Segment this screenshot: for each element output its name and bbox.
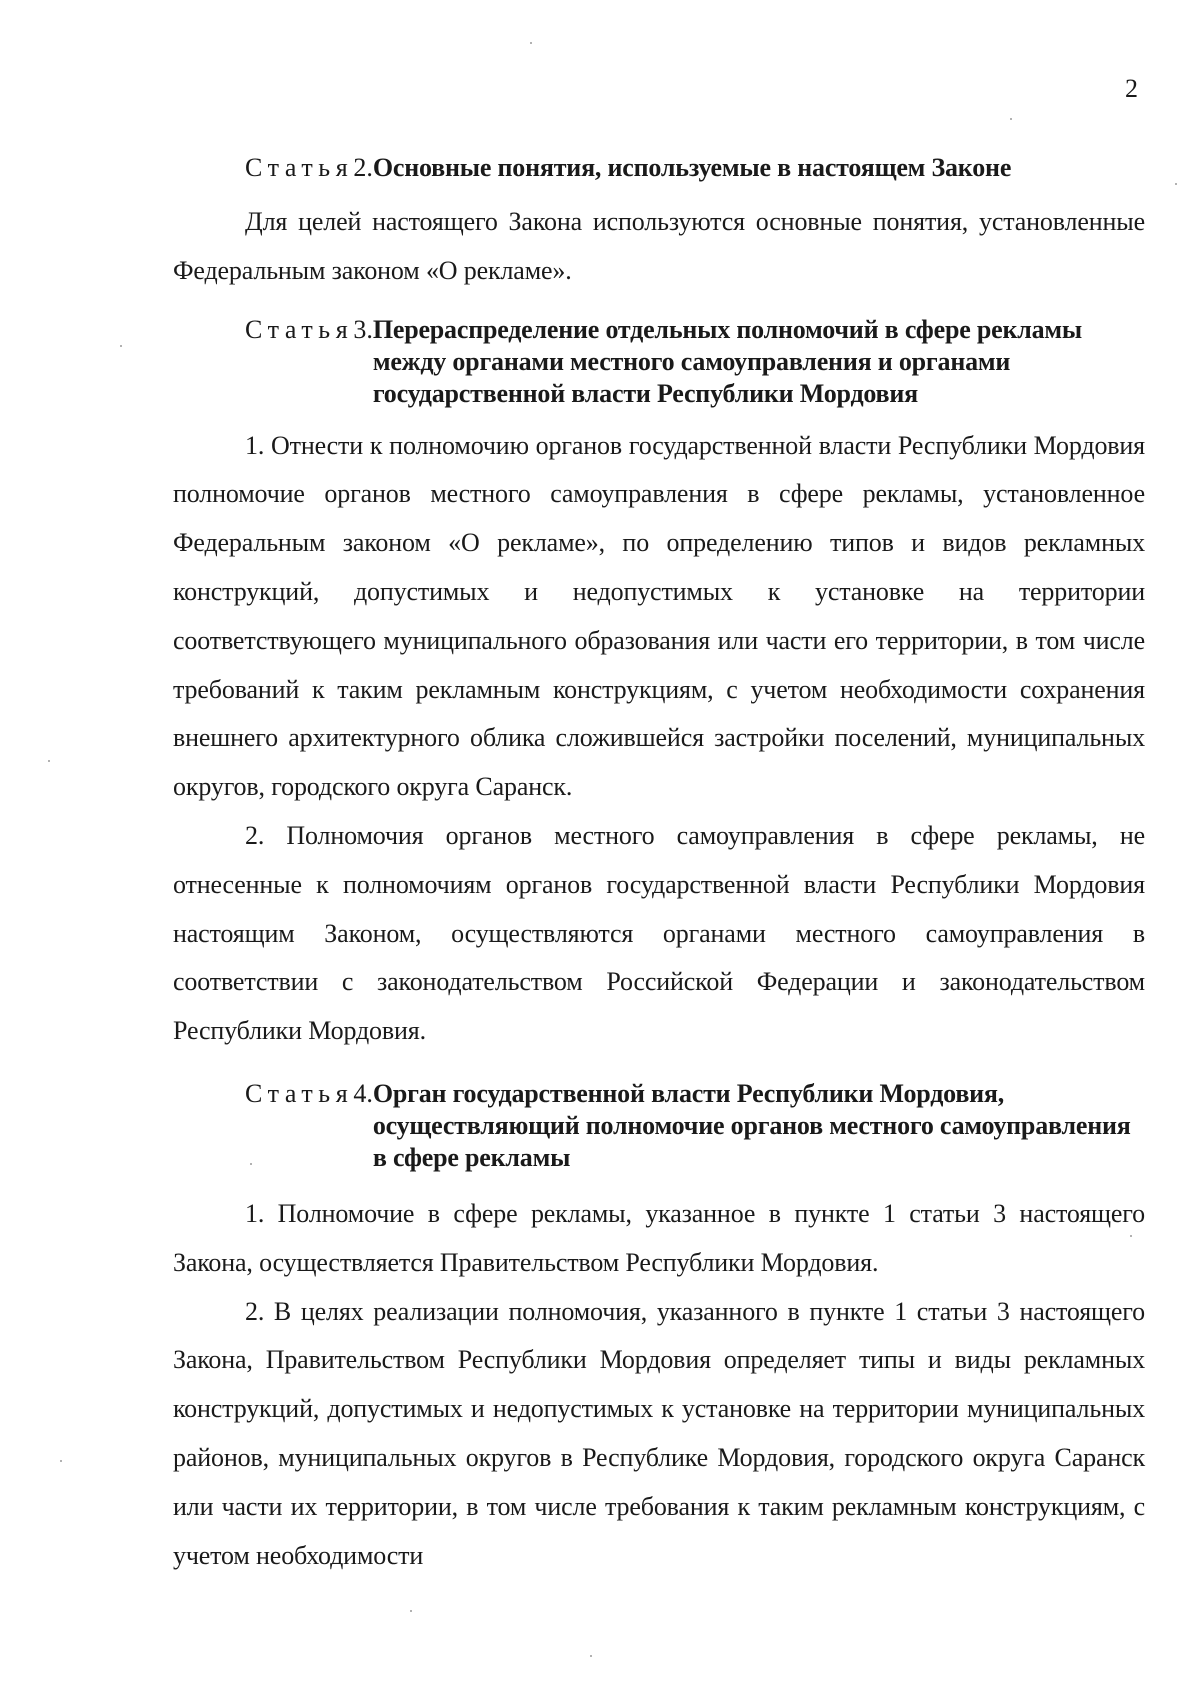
page-number: 2 xyxy=(1125,74,1138,103)
article-2-heading xyxy=(173,152,1145,184)
article-label: Статья xyxy=(245,153,354,182)
article-number: 4. xyxy=(353,1078,373,1108)
scan-speck xyxy=(60,1460,62,1462)
article-title: Орган государственной власти Республики Мордовия, осуществляющий полномочие органов местного самоуправления в сфере рекламы xyxy=(372,1078,1131,1172)
article-label: Статья xyxy=(245,314,354,344)
article-number: 3. xyxy=(353,314,373,344)
scan-speck xyxy=(1175,183,1177,185)
scan-speck xyxy=(1130,1235,1132,1237)
article-label: Статья xyxy=(245,1078,354,1108)
scan-speck xyxy=(250,1163,252,1165)
scan-speck xyxy=(1010,118,1012,120)
article-4-heading xyxy=(173,1078,1145,1174)
scan-speck xyxy=(410,1610,412,1612)
article-number: 2. xyxy=(353,153,373,182)
article-title: Основные понятия, используемые в настоящем Законе xyxy=(372,153,1012,182)
scan-speck xyxy=(120,345,122,347)
article-4-paragraph-2: 2. В целях реализации полномочия, указанного в пункте 1 статьи 3 настоящего Закона, Правительством Республики Мордовия определяет типы и виды рекламных конструкций, допустимых и недопустимых к установке на территории муниципальных районов, муниципальных округов в Республике Мордовия, городского округа Саранск или части их территории, в том числе требования к таким рекламным конструкциям, с учетом необходимости xyxy=(173,1296,1145,1570)
article-3-heading xyxy=(173,314,1145,410)
article-3-paragraph-2: 2. Полномочия органов местного самоуправления в сфере рекламы, не отнесенные к полномочиям органов государственной власти Республики Мордовия настоящим Законом, осуществляются органами местного самоуправления в соответствии с законодательством Российской Федерации и законодательством Республики Мордовия. xyxy=(173,820,1145,1046)
article-3-paragraph-1: 1. Отнести к полномочию органов государственной власти Республики Мордовия полномочие органов местного самоуправления в сфере рекламы, установленное Федеральным законом «О рекламе», по определению типов и видов рекламных конструкций, допустимых и недопустимых к установке на территории соответствующего муниципального образования или части его территории, в том числе требований к таким рекламным конструкциям, с учетом необходимости сохранения внешнего архитектурного облика сложившейся застройки поселений, муниципальных округов, городского округа Саранск. xyxy=(173,430,1145,802)
scan-speck xyxy=(530,42,532,44)
scan-speck xyxy=(590,1655,592,1657)
article-2-paragraph: Для целей настоящего Закона используются основные понятия, установленные Федеральным законом «О рекламе». xyxy=(173,207,1145,285)
scan-speck xyxy=(48,760,50,762)
document-body xyxy=(173,152,1145,1580)
article-title: Перераспределение отдельных полномочий в сфере рекламы между органами местного самоуправления и органами государственной власти Республики Мордовия xyxy=(372,314,1083,408)
article-4-paragraph-1: 1. Полномочие в сфере рекламы, указанное в пункте 1 статьи 3 настоящего Закона, осуществляется Правительством Республики Мордовия. xyxy=(173,1198,1145,1277)
